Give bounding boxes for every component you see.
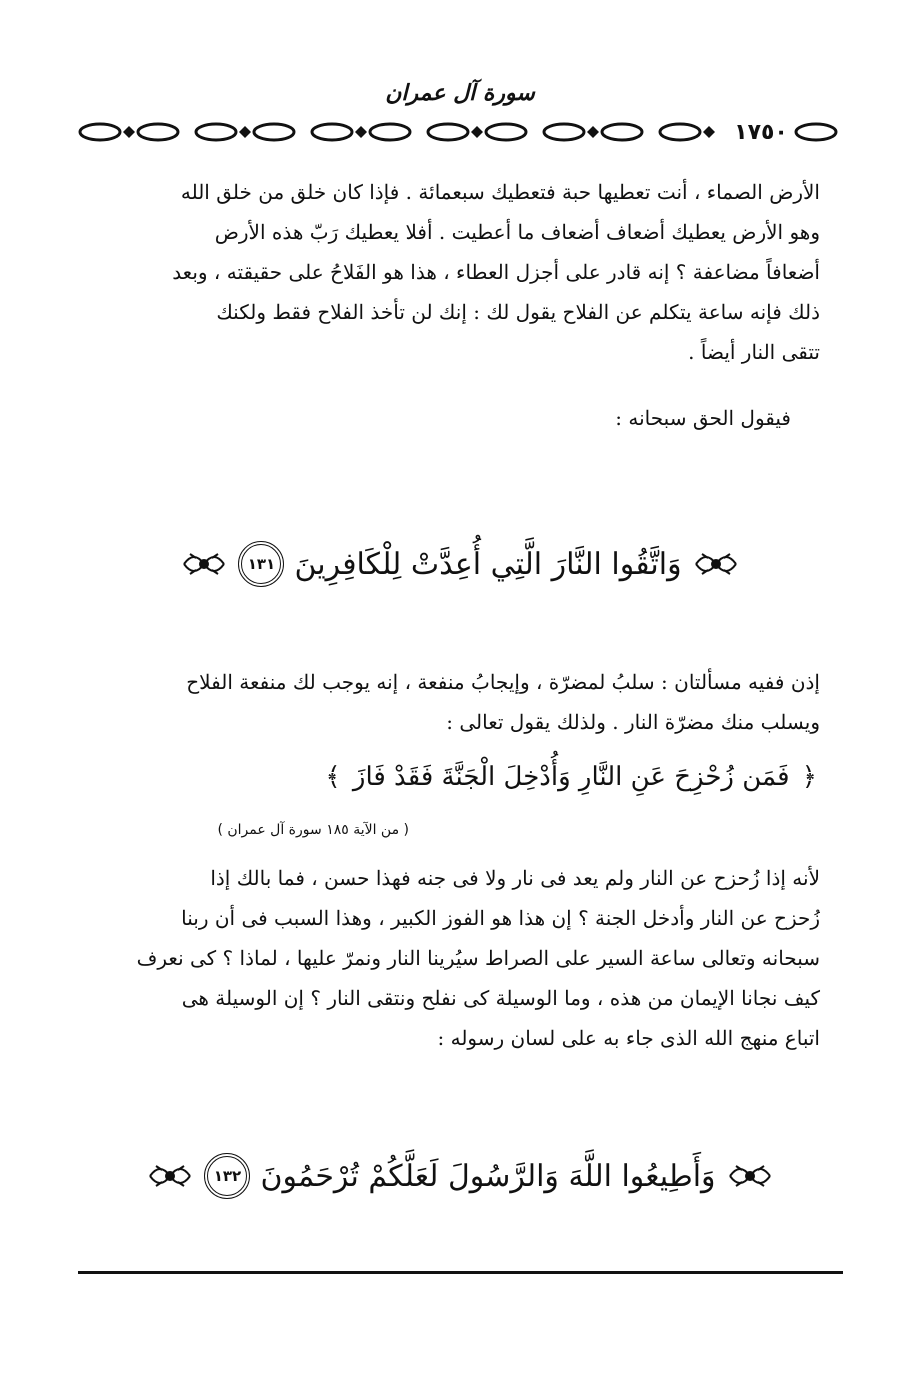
- surah-title: سورة آل عمران: [385, 80, 535, 106]
- paragraph-line: اتباع منهج الله الذى جاء به على لسان رسوله :: [437, 1026, 820, 1050]
- quote-source: ( من الآية ١٨٥ سورة آل عمران ): [217, 822, 409, 838]
- paragraph-1: [100, 172, 820, 372]
- quote-open-bracket: ﴿: [801, 762, 817, 792]
- verse-number: ١٣٢: [204, 1153, 250, 1199]
- paragraph-line: لأنه إذا زُحزح عن النار ولم يعد فى نار ولا فى جنه فهذا حسن ، فما بالك إذا: [210, 866, 820, 890]
- paragraph-2: [100, 662, 820, 742]
- paragraph-line: كيف نجانا الإيمان من هذه ، وما الوسيلة كى نفلح ونتقى النار ؟ إن الوسيلة هى: [181, 986, 820, 1010]
- paragraph-line: زُحزح عن النار وأدخل الجنة ؟ إن هذا هو الفوز الكبير ، وهذا السبب فى أن ربنا: [181, 906, 820, 930]
- paragraph-line: ذلك فإنه ساعة يتكلم عن الفلاح يقول لك : إنك لن تأخذ الفلاح فقط ولكنك: [216, 300, 820, 324]
- verse-text: وَأَطِيعُوا اللَّهَ وَالرَّسُولَ لَعَلَّكُمْ تُرْحَمُونَ: [260, 1158, 716, 1194]
- verse-close-flourish-icon: [146, 1156, 194, 1196]
- paragraph-line: ويسلب منك مضرّة النار . ولذلك يقول تعالى :: [446, 710, 820, 734]
- footer-divider: [78, 1271, 843, 1274]
- verse-132: [130, 1146, 790, 1206]
- verse-131: [130, 534, 790, 594]
- paragraph-line: الأرض الصماء ، أنت تعطيها حبة فتعطيك سبعمائة . فإذا كان خلق من خلق الله: [180, 180, 820, 204]
- quote-close-bracket: ﴾: [325, 762, 341, 792]
- ornament-end-icon: [794, 118, 838, 146]
- quoted-verse: [201, 762, 821, 792]
- paragraph-line: إذن ففيه مسألتان : سلبُ لمضرّة ، وإيجابُ منفعة ، إنه يوجب لك منفعة الفلاح: [186, 670, 820, 694]
- verse-open-flourish-icon: [692, 544, 740, 584]
- intro-line: فيقول الحق سبحانه :: [615, 406, 791, 430]
- paragraph-line: تتقى النار أيضاً .: [688, 340, 820, 364]
- page-number: ١٧٥٠: [734, 119, 788, 145]
- verse-number: ١٣١: [238, 541, 284, 587]
- verse-close-flourish-icon: [180, 544, 228, 584]
- quote-text: فَمَن زُحْزِحَ عَنِ النَّارِ وَأُدْخِلَ الْجَنَّةَ فَقَدْ فَازَ: [352, 762, 790, 792]
- paragraph-line: سبحانه وتعالى ساعة السير على الصراط سيُرينا النار ونمرّ عليها ، لماذا ؟ كى نعرف: [136, 946, 820, 970]
- paragraph-line: أضعافاً مضاعفة ؟ إنه قادر على أجزل العطاء ، هذا هو الفَلاحُ على حقيقته ، وبعد: [172, 260, 820, 284]
- ornament-chain-icon: [78, 118, 728, 146]
- paragraph-line: وهو الأرض يعطيك أضعاف أضعاف ما أعطيت . أفلا يعطيك رَبّ هذه الأرض: [214, 220, 820, 244]
- paragraph-3: [100, 858, 820, 1058]
- header-ornament-bar: [78, 118, 838, 146]
- verse-open-flourish-icon: [726, 1156, 774, 1196]
- verse-text: وَاتَّقُوا النَّارَ الَّتِي أُعِدَّتْ لِلْكَافِرِينَ: [294, 546, 682, 582]
